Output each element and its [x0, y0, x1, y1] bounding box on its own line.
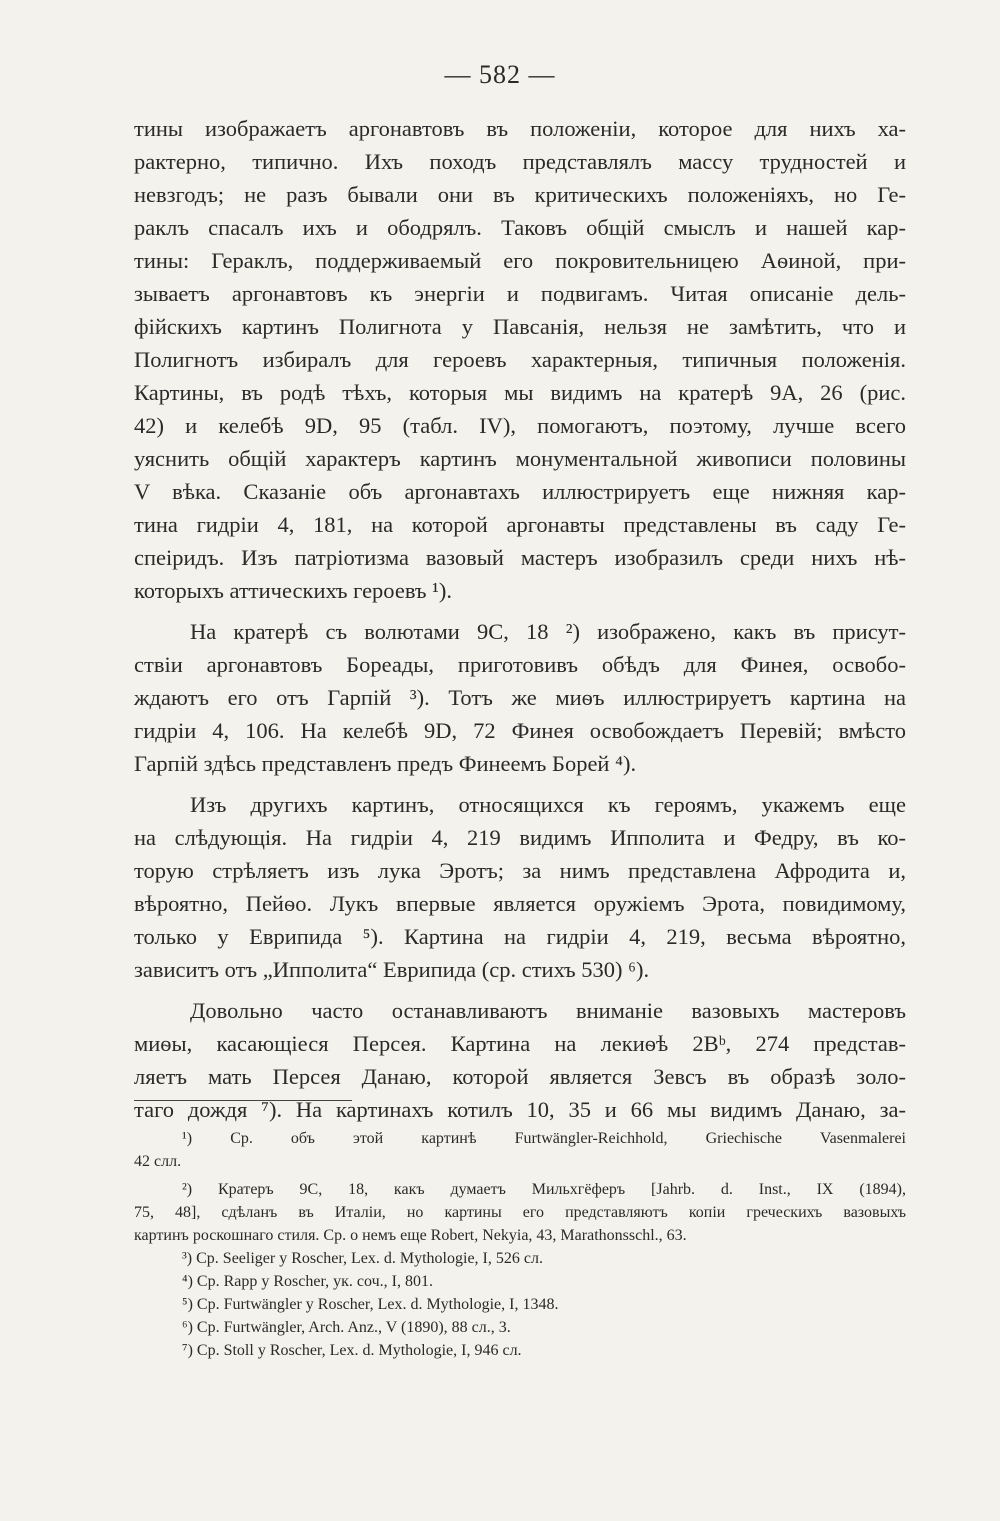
body-text [134, 112, 906, 1126]
text-line: Полигнотъ избиралъ для героевъ характерныя, типичныя положенія. [134, 347, 906, 372]
footnote-4 [134, 1270, 906, 1293]
text-line: на слѣдующія. На гидріи 4, 219 видимъ Ипполита и Федру, въ ко- [134, 825, 906, 850]
footnote-3 [134, 1247, 906, 1270]
footnote-line: ²) Кратеръ 9C, 18, какъ думаетъ Мильхгёферъ [Jahrb. d. Inst., IX (1894), [182, 1181, 906, 1198]
text-line: Довольно часто останавливаютъ вниманіе вазовыхъ мастеровъ [190, 998, 906, 1023]
text-line: ствіи аргонавтовъ Бореады, приготовивъ обѣдъ для Финея, освобо- [134, 652, 906, 677]
text-line: гидріи 4, 106. На келебѣ 9D, 72 Финея освобождаетъ Перевій; вмѣсто [134, 718, 906, 743]
footnote-line: ³) Ср. Seeliger y Roscher, Lex. d. Mythologie, I, 526 сл. [182, 1250, 543, 1267]
text-line: рактерно, типично. Ихъ походъ представлялъ массу трудностей и [134, 149, 906, 174]
footnote-7 [134, 1339, 906, 1362]
text-line: На кратерѣ съ волютами 9C, 18 ²) изображено, какъ въ присут- [190, 619, 906, 644]
text-line: которыхъ аттическихъ героевъ ¹). [134, 578, 452, 603]
text-line: раклъ спасалъ ихъ и ободрялъ. Таковъ общій смыслъ и нашей кар- [134, 215, 906, 240]
footnote-divider [134, 1100, 352, 1101]
page-number: — 582 — [444, 60, 556, 89]
text-line: невзгодъ; не разъ бывали они въ критическихъ положеніяхъ, но Ге- [134, 182, 906, 207]
footnote-line: ⁴) Ср. Rapp y Roscher, ук. соч., I, 801. [182, 1273, 433, 1290]
text-line: таго дождя ⁷). На картинахъ котилъ 10, 35 и 66 мы видимъ Данаю, за- [134, 1097, 906, 1122]
text-line: спеіридъ. Изъ патріотизма вазовый мастеръ изобразилъ среди нихъ нѣ- [134, 545, 906, 570]
footnote-2 [134, 1178, 906, 1247]
text-line: тины изображаетъ аргонавтовъ въ положеніи, которое для нихъ ха- [134, 116, 906, 141]
text-line: Гарпій здѣсь представленъ предъ Финеемъ Борей ⁴). [134, 751, 637, 776]
text-line: тина гидріи 4, 181, на которой аргонавты представлены въ саду Ге- [134, 512, 906, 537]
text-line: только у Еврипида ⁵). Картина на гидріи 4, 219, весьма вѣроятно, [134, 924, 906, 949]
footnote-1 [134, 1127, 906, 1173]
footnote-line: ¹) Ср. объ этой картинѣ Furtwängler-Reichhold, Griechische Vasenmalerei [182, 1130, 906, 1147]
text-line: миѳы, касающіеся Персея. Картина на лекиѳѣ 2Bᵇ, 274 представ- [134, 1031, 906, 1056]
paragraph-3 [134, 788, 906, 986]
text-line: зываетъ аргонавтовъ къ энергіи и подвигамъ. Читая описаніе дель- [134, 281, 906, 306]
text-line: ляетъ мать Персея Данаю, которой является Зевсъ въ образѣ золо- [134, 1064, 906, 1089]
text-line: V вѣка. Сказаніе объ аргонавтахъ иллюстрируетъ еще нижняя кар- [134, 479, 906, 504]
text-line: Картины, въ родѣ тѣхъ, которыя мы видимъ на кратерѣ 9A, 26 (рис. [134, 380, 906, 405]
text-line: вѣроятно, Пейѳо. Лукъ впервые является оружіемъ Эрота, повидимому, [134, 891, 906, 916]
footnote-6 [134, 1316, 906, 1339]
text-line: 42) и келебѣ 9D, 95 (табл. IV), помогаютъ, поэтому, лучше всего [134, 413, 906, 438]
footnote-5 [134, 1293, 906, 1316]
text-line: уяснить общій характеръ картинъ монументальной живописи половины [134, 446, 906, 471]
text-line: зависитъ отъ „Ипполита“ Еврипида (ср. стихъ 530) ⁶). [134, 957, 650, 982]
footnote-line: ⁷) Ср. Stoll y Roscher, Lex. d. Mythologie, I, 946 сл. [182, 1342, 522, 1359]
footnotes [134, 1127, 906, 1362]
paragraph-1 [134, 112, 906, 607]
text-line: торую стрѣляетъ изъ лука Эротъ; за нимъ представлена Афродита и, [134, 858, 906, 883]
footnote-line: ⁵) Ср. Furtwängler y Roscher, Lex. d. Mythologie, I, 1348. [182, 1296, 559, 1313]
paragraph-4 [134, 994, 906, 1126]
text-line: тины: Гераклъ, поддерживаемый его покровительницею Аѳиной, при- [134, 248, 906, 273]
footnote-line: 75, 48], сдѣланъ въ Италіи, но картины его представляютъ копіи греческихъ вазовыхъ [134, 1204, 906, 1221]
footnote-line: ⁶) Ср. Furtwängler, Arch. Anz., V (1890), 88 сл., 3. [182, 1319, 511, 1336]
paragraph-2 [134, 615, 906, 780]
text-line: фійскихъ картинъ Полигнота у Павсанія, нельзя не замѣтить, что и [134, 314, 906, 339]
text-line: Изъ другихъ картинъ, относящихся къ героямъ, укажемъ еще [190, 792, 906, 817]
footnote-line: картинъ роскошнаго стиля. Ср. о немъ еще Robert, Nekyia, 43, Marathonsschl., 63. [134, 1227, 687, 1244]
text-line: ждаютъ его отъ Гарпій ³). Тотъ же миѳъ иллюстрируетъ картина на [134, 685, 906, 710]
footnote-line: 42 слл. [134, 1153, 182, 1170]
